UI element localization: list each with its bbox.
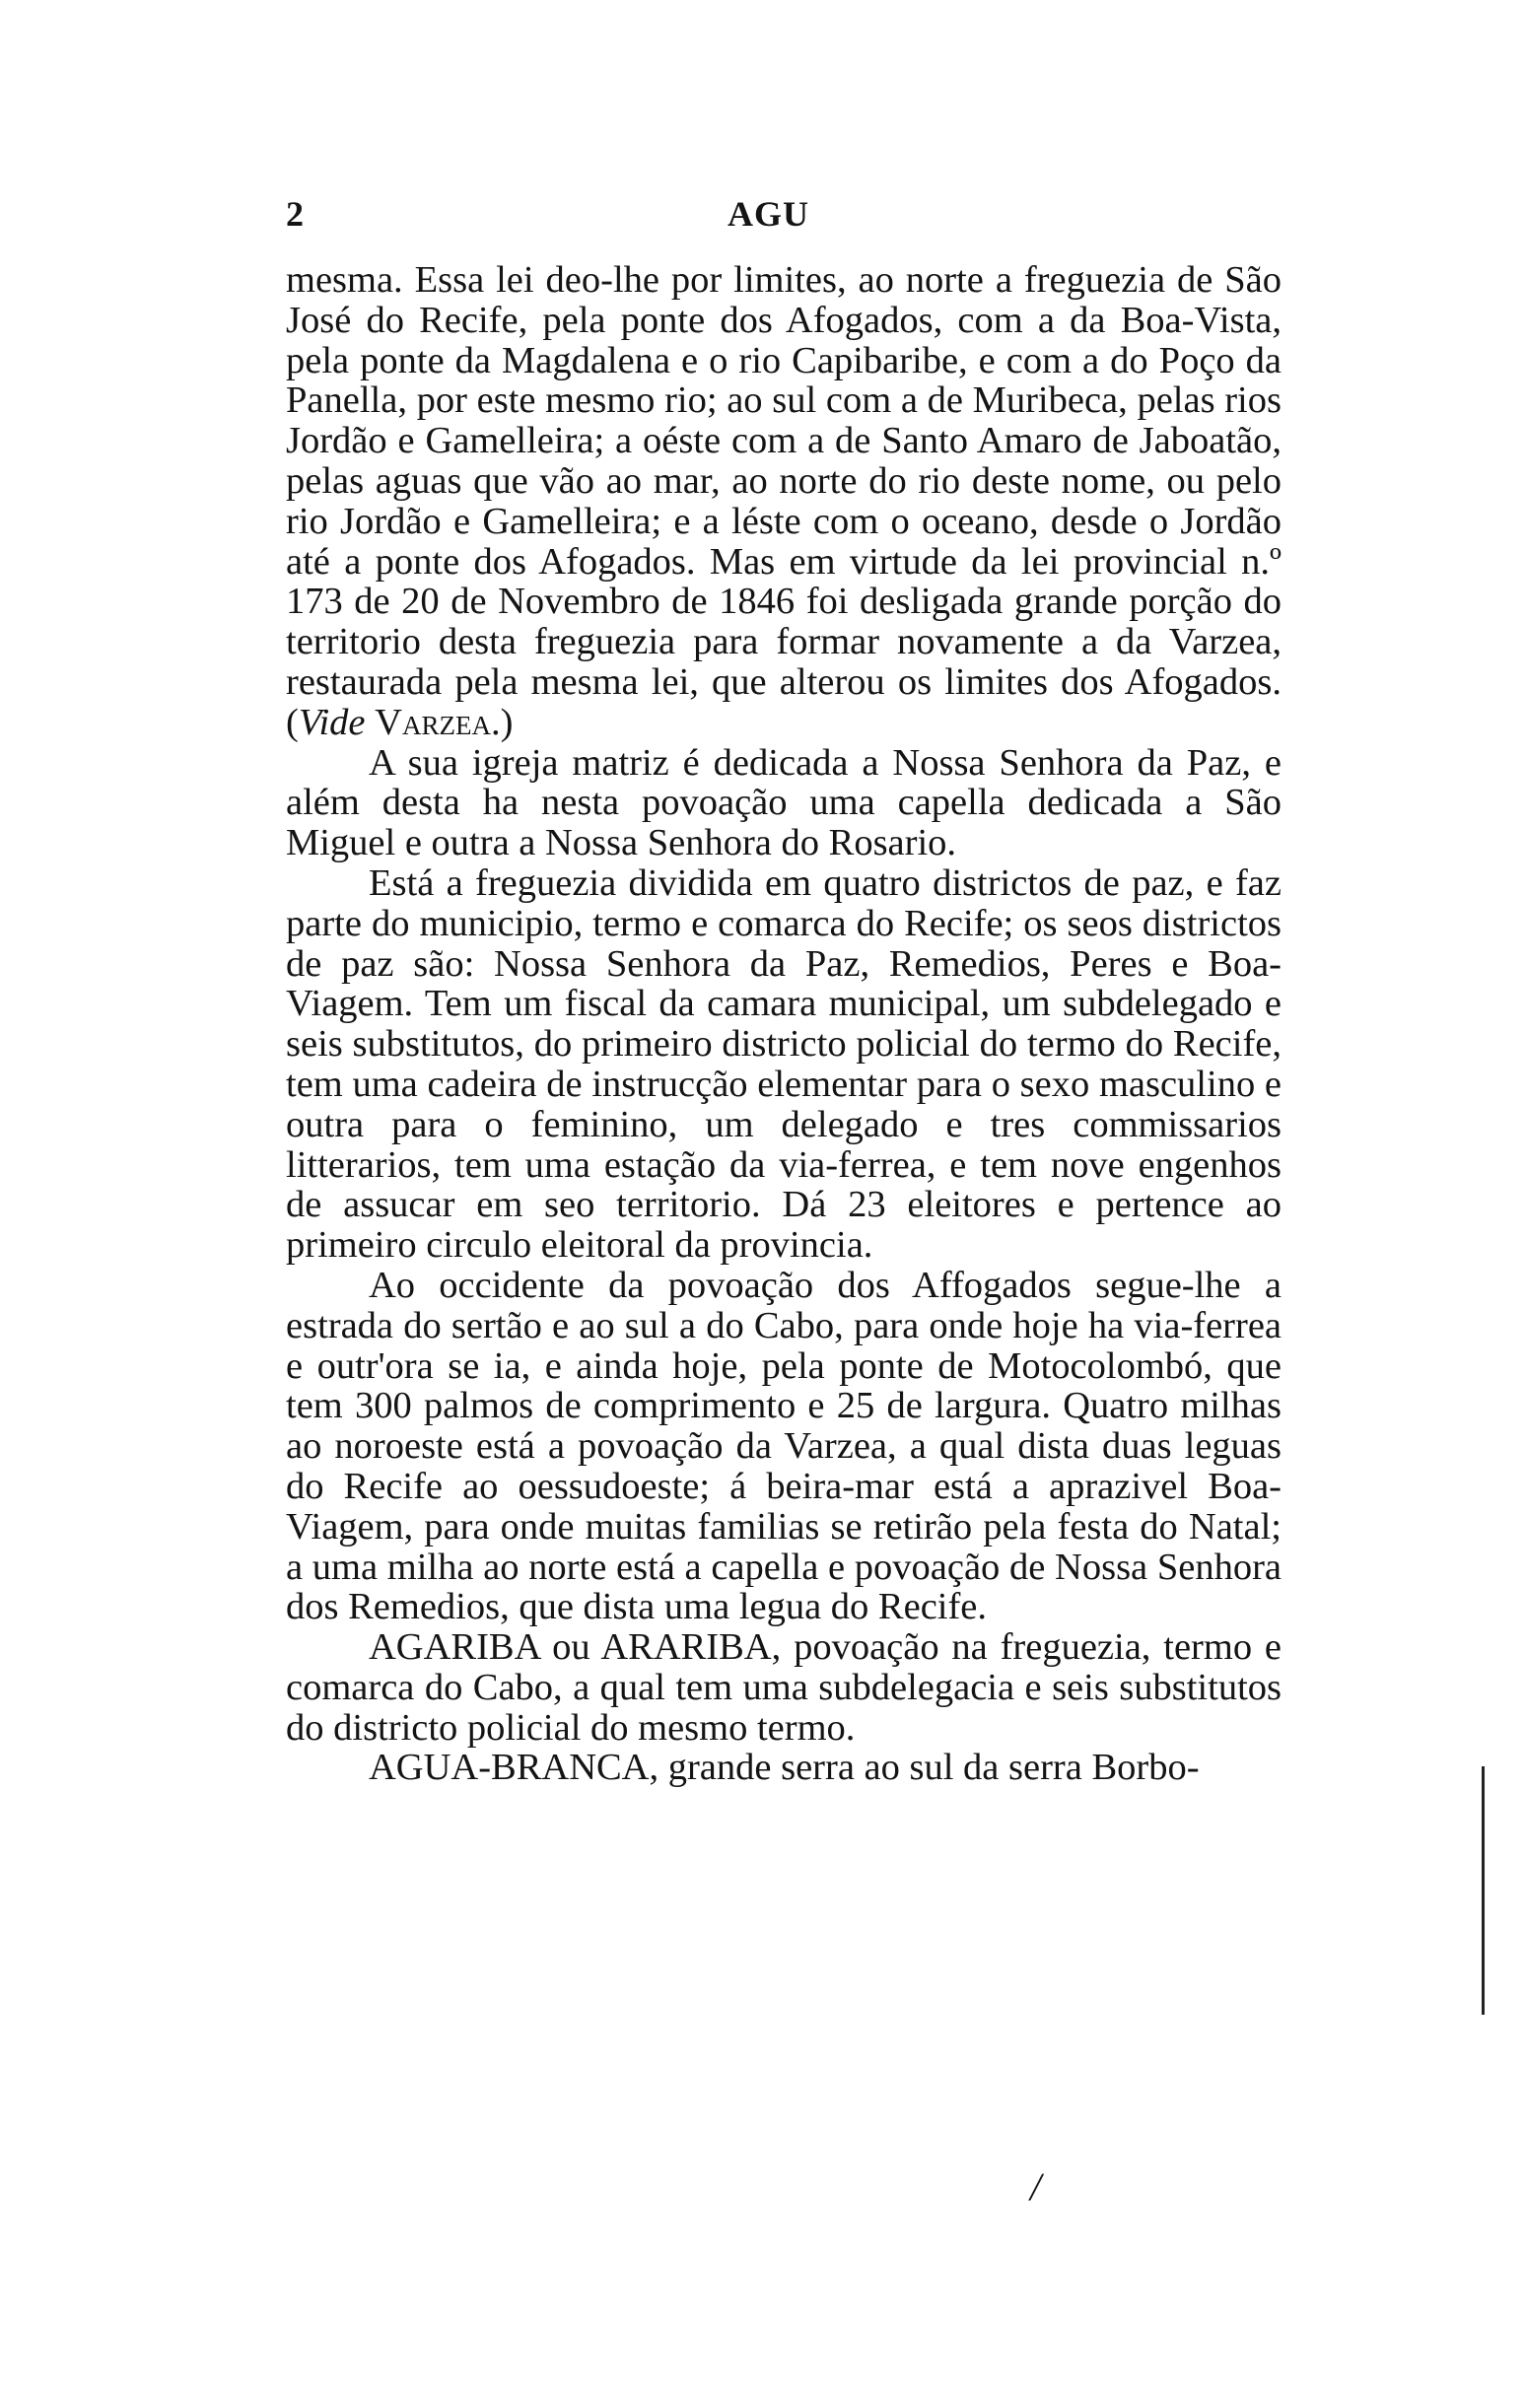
stray-pen-mark: / [1030, 2165, 1042, 2209]
entry-text: ou ARARIBA, povoação na freguezia, termo e comarca do Cabo, a qual tem uma subdelegacia e seis substitutos do districto policial do mesmo termo. [286, 1626, 1282, 1749]
reference-target: Varzea [375, 701, 491, 743]
vide-label: Vide [298, 701, 366, 743]
paragraph-church: A sua igreja matriz é dedicada a Nossa Senhora da Paz, e além desta ha nesta povoação uma capella dedicada a São Miguel e outra a Nossa Senhora do Rosario. [286, 741, 1282, 864]
text-column [286, 260, 1282, 1788]
cross-reference: (Vide Varzea.) [286, 701, 514, 743]
entry-headword: AGUA-BRANCA [369, 1747, 650, 1789]
dictionary-entry-agariba [286, 1627, 1282, 1748]
entry-headword: AGARIBA [369, 1626, 540, 1669]
paragraph-afogados-limits [286, 260, 1282, 743]
paragraph-geography: Ao occidente da povoação dos Affogados segue-lhe a estrada do sertão e ao sul a do Cabo, para onde hoje ha via-ferrea e outr'ora se ia, e ainda hoje, pela ponte de Motocolombó, que tem 300 palmos de comprimento e 25 de largura. Quatro milhas ao noroeste está a povoação da Varzea, a qual dista duas leguas do Recife ao oessudoeste; á beira-mar está a aprazivel Boa-Viagem, para onde muitas familias se retirão pela festa do Natal; a uma milha ao norte está a capella e povoação de Nossa Senhora dos Remedios, que dista uma legua do Recife. [286, 1264, 1282, 1628]
margin-rule [1482, 1766, 1485, 2015]
dictionary-entry-agua-branca [286, 1748, 1282, 1788]
page-number: 2 [286, 194, 304, 234]
entry-text: , grande serra ao sul da serra Borbo- [649, 1747, 1200, 1789]
paragraph-text: mesma. Essa lei deo-lhe por limites, ao norte a freguezia de São José do Recife, pela ponte dos Afogados, com a da Boa-Vista, pela ponte da Magdalena e o rio Capibaribe, e com a do Poço da Panella, por este mesmo rio; ao sul com a de Muribeca, pelas rios Jordão e Gamelleira; a oéste com a de Santo Amaro de Jaboatão, pelas aguas que vão ao mar, ao norte do rio deste nome, ou pelo rio Jordão e Gamelleira; e a léste com o oceano, desde o Jordão até a ponte dos Afogados. Mas em virtude da lei provincial n.º 173 de 20 de Novembro de 1846 foi desligada grande porção do territorio desta freguezia para formar novamente a da Varzea, restaurada pela mesma lei, que alterou os limites dos Afogados. [286, 259, 1282, 703]
running-title: AGU [728, 194, 809, 234]
paragraph-districts: Está a freguezia dividida em quatro districtos de paz, e faz parte do municipio, termo e comarca do Recife; os seos districtos de paz são: Nossa Senhora da Paz, Remedios, Peres e Boa-Viagem. Tem um fiscal da camara municipal, um subdelegado e seis substitutos, do primeiro districto policial do termo do Recife, tem uma cadeira de instrucção elementar para o sexo masculino e outra para o feminino, um delegado e tres commissarios litterarios, tem uma estação da via-ferrea, e tem nove engenhos de assucar em seo territorio. Dá 23 eleitores e pertence ao primeiro circulo eleitoral da provincia. [286, 861, 1282, 1267]
